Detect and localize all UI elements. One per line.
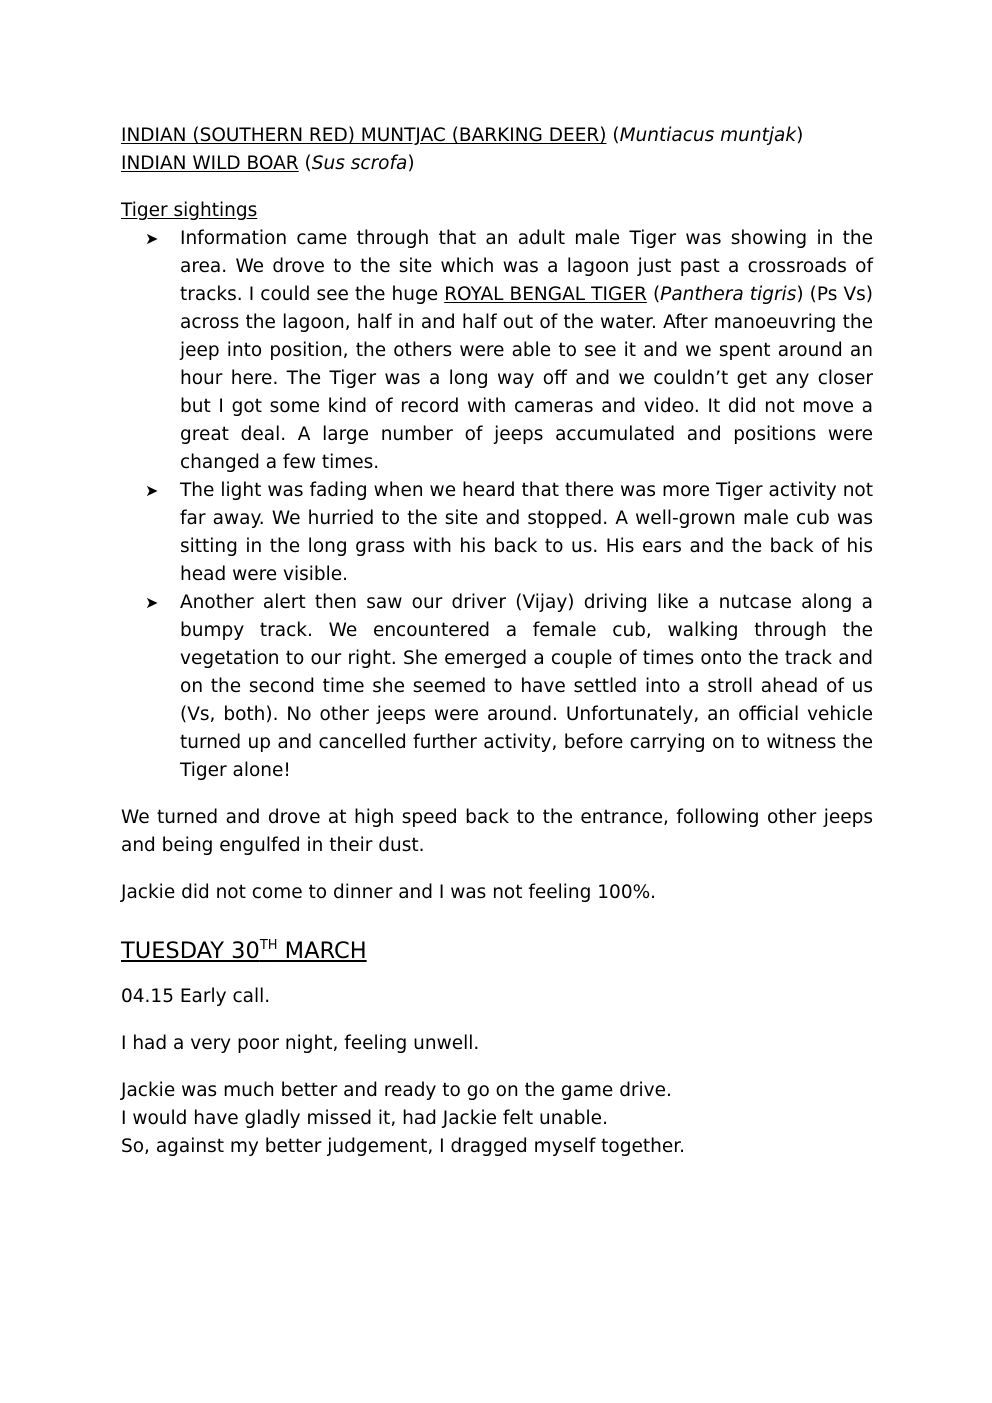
closing-line: I would have gladly missed it, had Jackie felt unable. — [121, 1108, 608, 1129]
species-muntjac: INDIAN (SOUTHERN RED) MUNTJAC (BARKING DEER) (Muntiacus muntjak) — [121, 125, 804, 146]
species-tiger-scientific: Panthera tigris — [660, 284, 797, 305]
tiger-sighting-item: ➤ Information came through that an adult male Tiger was showing in the area. We drove to the site which was a lagoon just past a crossroads of tracks. I could see the huge ROYAL BENGAL TIGER (Panthera tigris) (Ps Vs) across the lagoon, half in and half out of the water. After manoeuvring the jeep into position, the others were able to see it and we spent around an hour here. The Tiger was a long way off and we couldn’t get any closer but I got some kind of record with cameras and video. It did not move a great deal. A large number of jeeps accumulated and positions were changed a few times. — [180, 225, 873, 477]
species-wild-boar-common: INDIAN WILD BOAR — [121, 153, 299, 174]
closing-line: Jackie was much better and ready to go on the game drive. — [121, 1080, 672, 1101]
paragraph-poor-night: I had a very poor night, feeling unwell. — [121, 1033, 480, 1054]
arrow-bullet-icon: ➤ — [145, 593, 159, 612]
species-wild-boar-scientific: Sus scrofa — [311, 153, 408, 174]
tiger-sighting-item: ➤ Another alert then saw our driver (Vijay) driving like a nutcase along a bumpy track. We encountered a female cub, walking through the vegetation to our right. She emerged a couple of times onto the track and on the second time she seemed to have settled into a stroll ahead of us (Vs, both). No other jeeps were around. Unfortunately, an official vehicle turned up and cancelled further activity, before carrying on to witness the Tiger alone! — [180, 589, 873, 785]
species-muntjac-common: INDIAN (SOUTHERN RED) MUNTJAC (BARKING DEER) — [121, 125, 607, 146]
tiger-sightings-heading: Tiger sightings — [121, 200, 258, 221]
species-royal-bengal-tiger: ROYAL BENGAL TIGER — [444, 284, 647, 305]
arrow-bullet-icon: ➤ — [145, 481, 159, 500]
species-wild-boar: INDIAN WILD BOAR (Sus scrofa) — [121, 153, 415, 174]
paragraph-dinner: Jackie did not come to dinner and I was not feeling 100%. — [121, 882, 657, 903]
document-page — [121, 122, 873, 1161]
paragraph-return-drive: We turned and drove at high speed back to the entrance, following other jeeps and being engulfed in their dust. — [121, 807, 873, 856]
paragraph-early-call: 04.15 Early call. — [121, 986, 271, 1007]
arrow-bullet-icon: ➤ — [145, 229, 159, 248]
closing-paragraph — [121, 1077, 873, 1161]
closing-line: So, against my better judgement, I dragged myself together. — [121, 1136, 685, 1157]
species-muntjac-scientific: Muntiacus muntjak — [619, 125, 797, 146]
tiger-sighting-item: ➤ The light was fading when we heard that there was more Tiger activity not far away. We hurried to the site and stopped. A well-grown male cub was sitting in the long grass with his back to us. His ears and the back of his head were visible. — [180, 477, 873, 589]
tiger-sightings-list — [121, 225, 873, 785]
day-heading: TUESDAY 30TH MARCH — [121, 938, 367, 964]
